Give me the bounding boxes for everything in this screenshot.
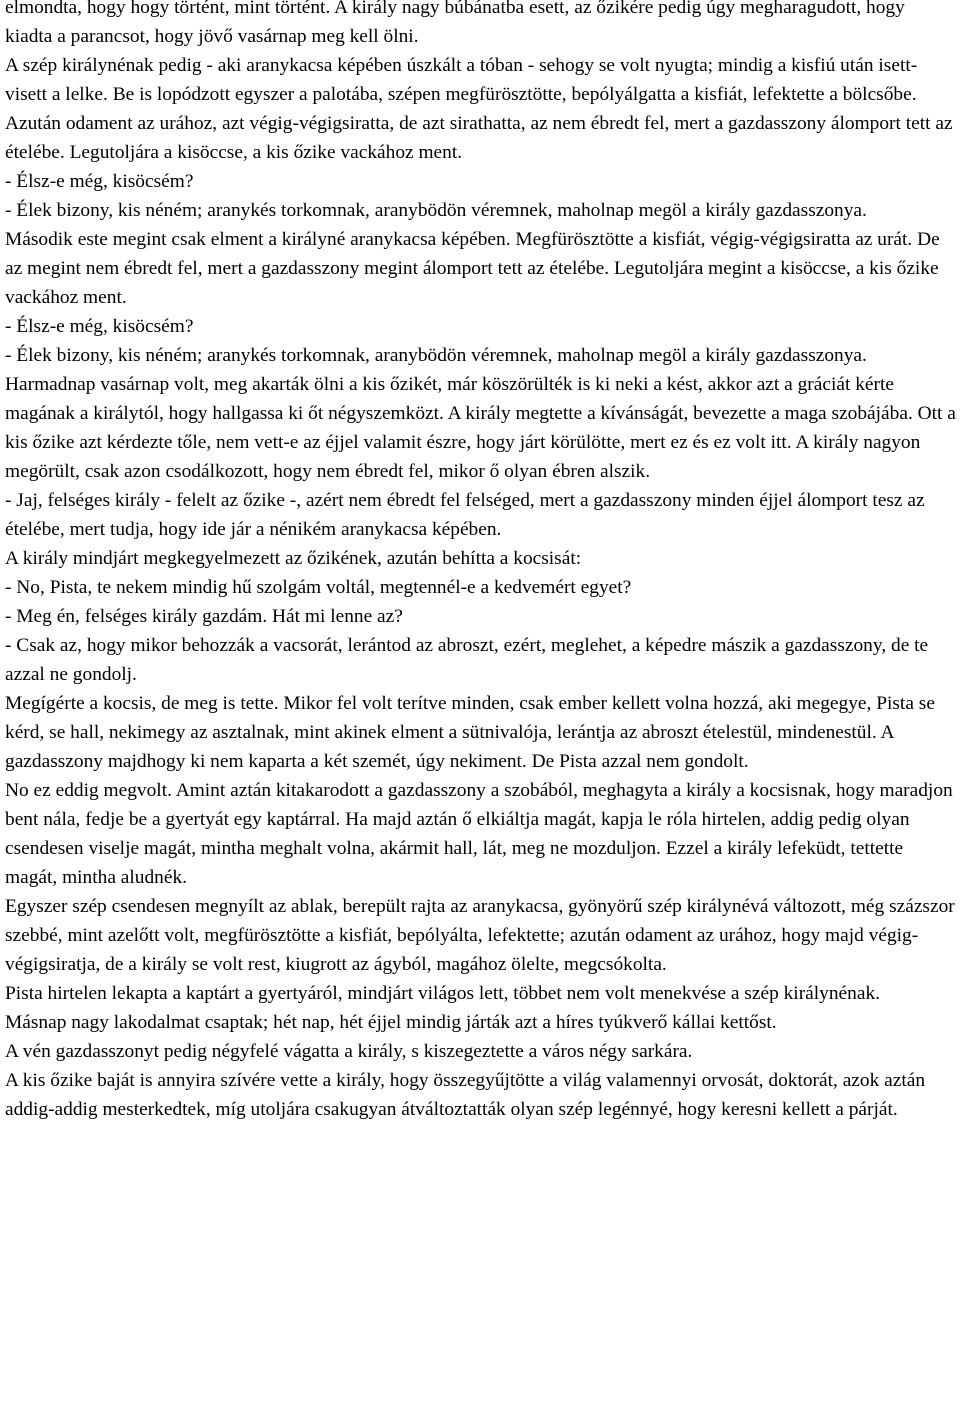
- paragraph-4: - Élek bizony, kis néném; aranykés torkomnak, aranybödön véremnek, maholnap megöl a király gazdasszonya.: [5, 200, 867, 221]
- paragraph-19: A vén gazdasszonyt pedig négyfelé vágatta a király, s kiszegeztette a város négy sarkára.: [5, 1041, 693, 1062]
- paragraph-20: A kis őzike baját is annyira szívére vette a király, hogy összegyűjtötte a világ valamennyi orvosát, doktorát, azok aztán addig-addig mesterkedtek, míg utoljára csakugyan átváltoztatták olyan szép legénnyé, hogy keresni kellett a párját.: [5, 1070, 926, 1120]
- paragraph-17: Pista hirtelen lekapta a kaptárt a gyertyáról, mindjárt világos lett, többet nem volt menekvése a szép királynénak.: [5, 983, 880, 1004]
- paragraph-14: Megígérte a kocsis, de meg is tette. Mikor fel volt terítve minden, csak ember kellett volna hozzá, aki megegye, Pista se kérd, se hall, nekimegy az asztalnak, mint akinek elment a sütnivalója, lerántja az abroszt ételestül, mindenestül. A gazdasszony majdhogy ki nem kaparta a két szemét, úgy nekiment. De Pista azzal nem gondolt.: [5, 693, 935, 772]
- paragraph-5: Második este megint csak elment a királyné aranykacsa képében. Megfürösztötte a kisfiát, végig-végigsiratta az urát. De az megint nem ébredt fel, mert a gazdasszony megint álomport tett az ételébe. Legutoljára megint a kisöccse, a kis őzike vackához ment.: [5, 229, 940, 308]
- paragraph-16: Egyszer szép csendesen megnyílt az ablak, berepült rajta az aranykacsa, gyönyörű szép királynévá változott, még százszor szebbé, mint azelőtt volt, megfürösztötte a kisfiát, bepólyálta, lefektette; azután odament az urához, hogy majd végig-végigsiratja, de a király se volt rest, kiugrott az ágyból, magához ölelte, megcsókolta.: [5, 896, 955, 975]
- paragraph-2: A szép királynénak pedig - aki aranykacsa képében úszkált a tóban - sehogy se volt nyugta; mindig a kisfiú után isett-visett a lelke. Be is lopódzott egyszer a palotába, szépen megfürösztötte, bepólyálgatta a kisfiát, lefektette a bölcsőbe. Azután odament az urához, azt végig-végigsiratta, de azt sirathatta, az nem ébredt fel, mert a gazdasszony álomport tett az ételébe. Legutoljára a kisöccse, a kis őzike vackához ment.: [5, 55, 953, 163]
- paragraph-12: - Meg én, felséges király gazdám. Hát mi lenne az?: [5, 606, 403, 627]
- paragraph-8: Harmadnap vasárnap volt, meg akarták ölni a kis őzikét, már köszörülték is ki neki a kést, akkor azt a gráciát kérte magának a királytól, hogy hallgassa ki őt négyszemközt. A király megtette a kívánságát, bevezette a maga szobájába. Ott a kis őzike azt kérdezte tőle, nem vett-e az éjjel valamit észre, hogy járt körülötte, mert ez és ez volt itt. A király nagyon megörült, csak azon csodálkozott, hogy nem ébredt fel, mikor ő olyan ébren alszik.: [5, 374, 956, 482]
- paragraph-7: - Élek bizony, kis néném; aranykés torkomnak, aranybödön véremnek, maholnap megöl a király gazdasszonya.: [5, 345, 867, 366]
- paragraph-10: A király mindjárt megkegyelmezett az őzikének, azután behítta a kocsisát:: [5, 548, 582, 569]
- paragraph-11: - No, Pista, te nekem mindig hű szolgám voltál, megtennél-e a kedvemért egyet?: [5, 577, 632, 598]
- paragraph-6: - Élsz-e még, kisöcsém?: [5, 316, 194, 337]
- paragraph-3: - Élsz-e még, kisöcsém?: [5, 171, 194, 192]
- paragraph-18: Másnap nagy lakodalmat csaptak; hét nap, hét éjjel mindig járták azt a híres tyúkverő kállai kettőst.: [5, 1012, 777, 1033]
- paragraph-1: elmondta, hogy hogy történt, mint történt. A király nagy búbánatba esett, az őzikére pedig úgy megharagudott, hogy kiadta a parancsot, hogy jövő vasárnap meg kell ölni.: [5, 0, 905, 47]
- paragraph-15: No ez eddig megvolt. Amint aztán kitakarodott a gazdasszony a szobából, meghagyta a király a kocsisnak, hogy maradjon bent nála, fedje be a gyertyát egy kaptárral. Ha majd aztán ő elkiáltja magát, kapja le róla hirtelen, addig pedig olyan csendesen viselje magát, mintha meghalt volna, akármit hall, lát, meg ne mozduljon. Ezzel a király lefeküdt, tettette magát, mintha aludnék.: [5, 780, 953, 888]
- paragraph-13: - Csak az, hogy mikor behozzák a vacsorát, lerántod az abroszt, ezért, meglehet, a képedre mászik a gazdasszony, de te azzal ne gondolj.: [5, 635, 929, 685]
- paragraph-9: - Jaj, felséges király - felelt az őzike -, azért nem ébredt fel felséged, mert a gazdasszony minden éjjel álomport tesz az ételébe, mert tudja, hogy ide jár a nénikém aranykacsa képében.: [5, 490, 925, 540]
